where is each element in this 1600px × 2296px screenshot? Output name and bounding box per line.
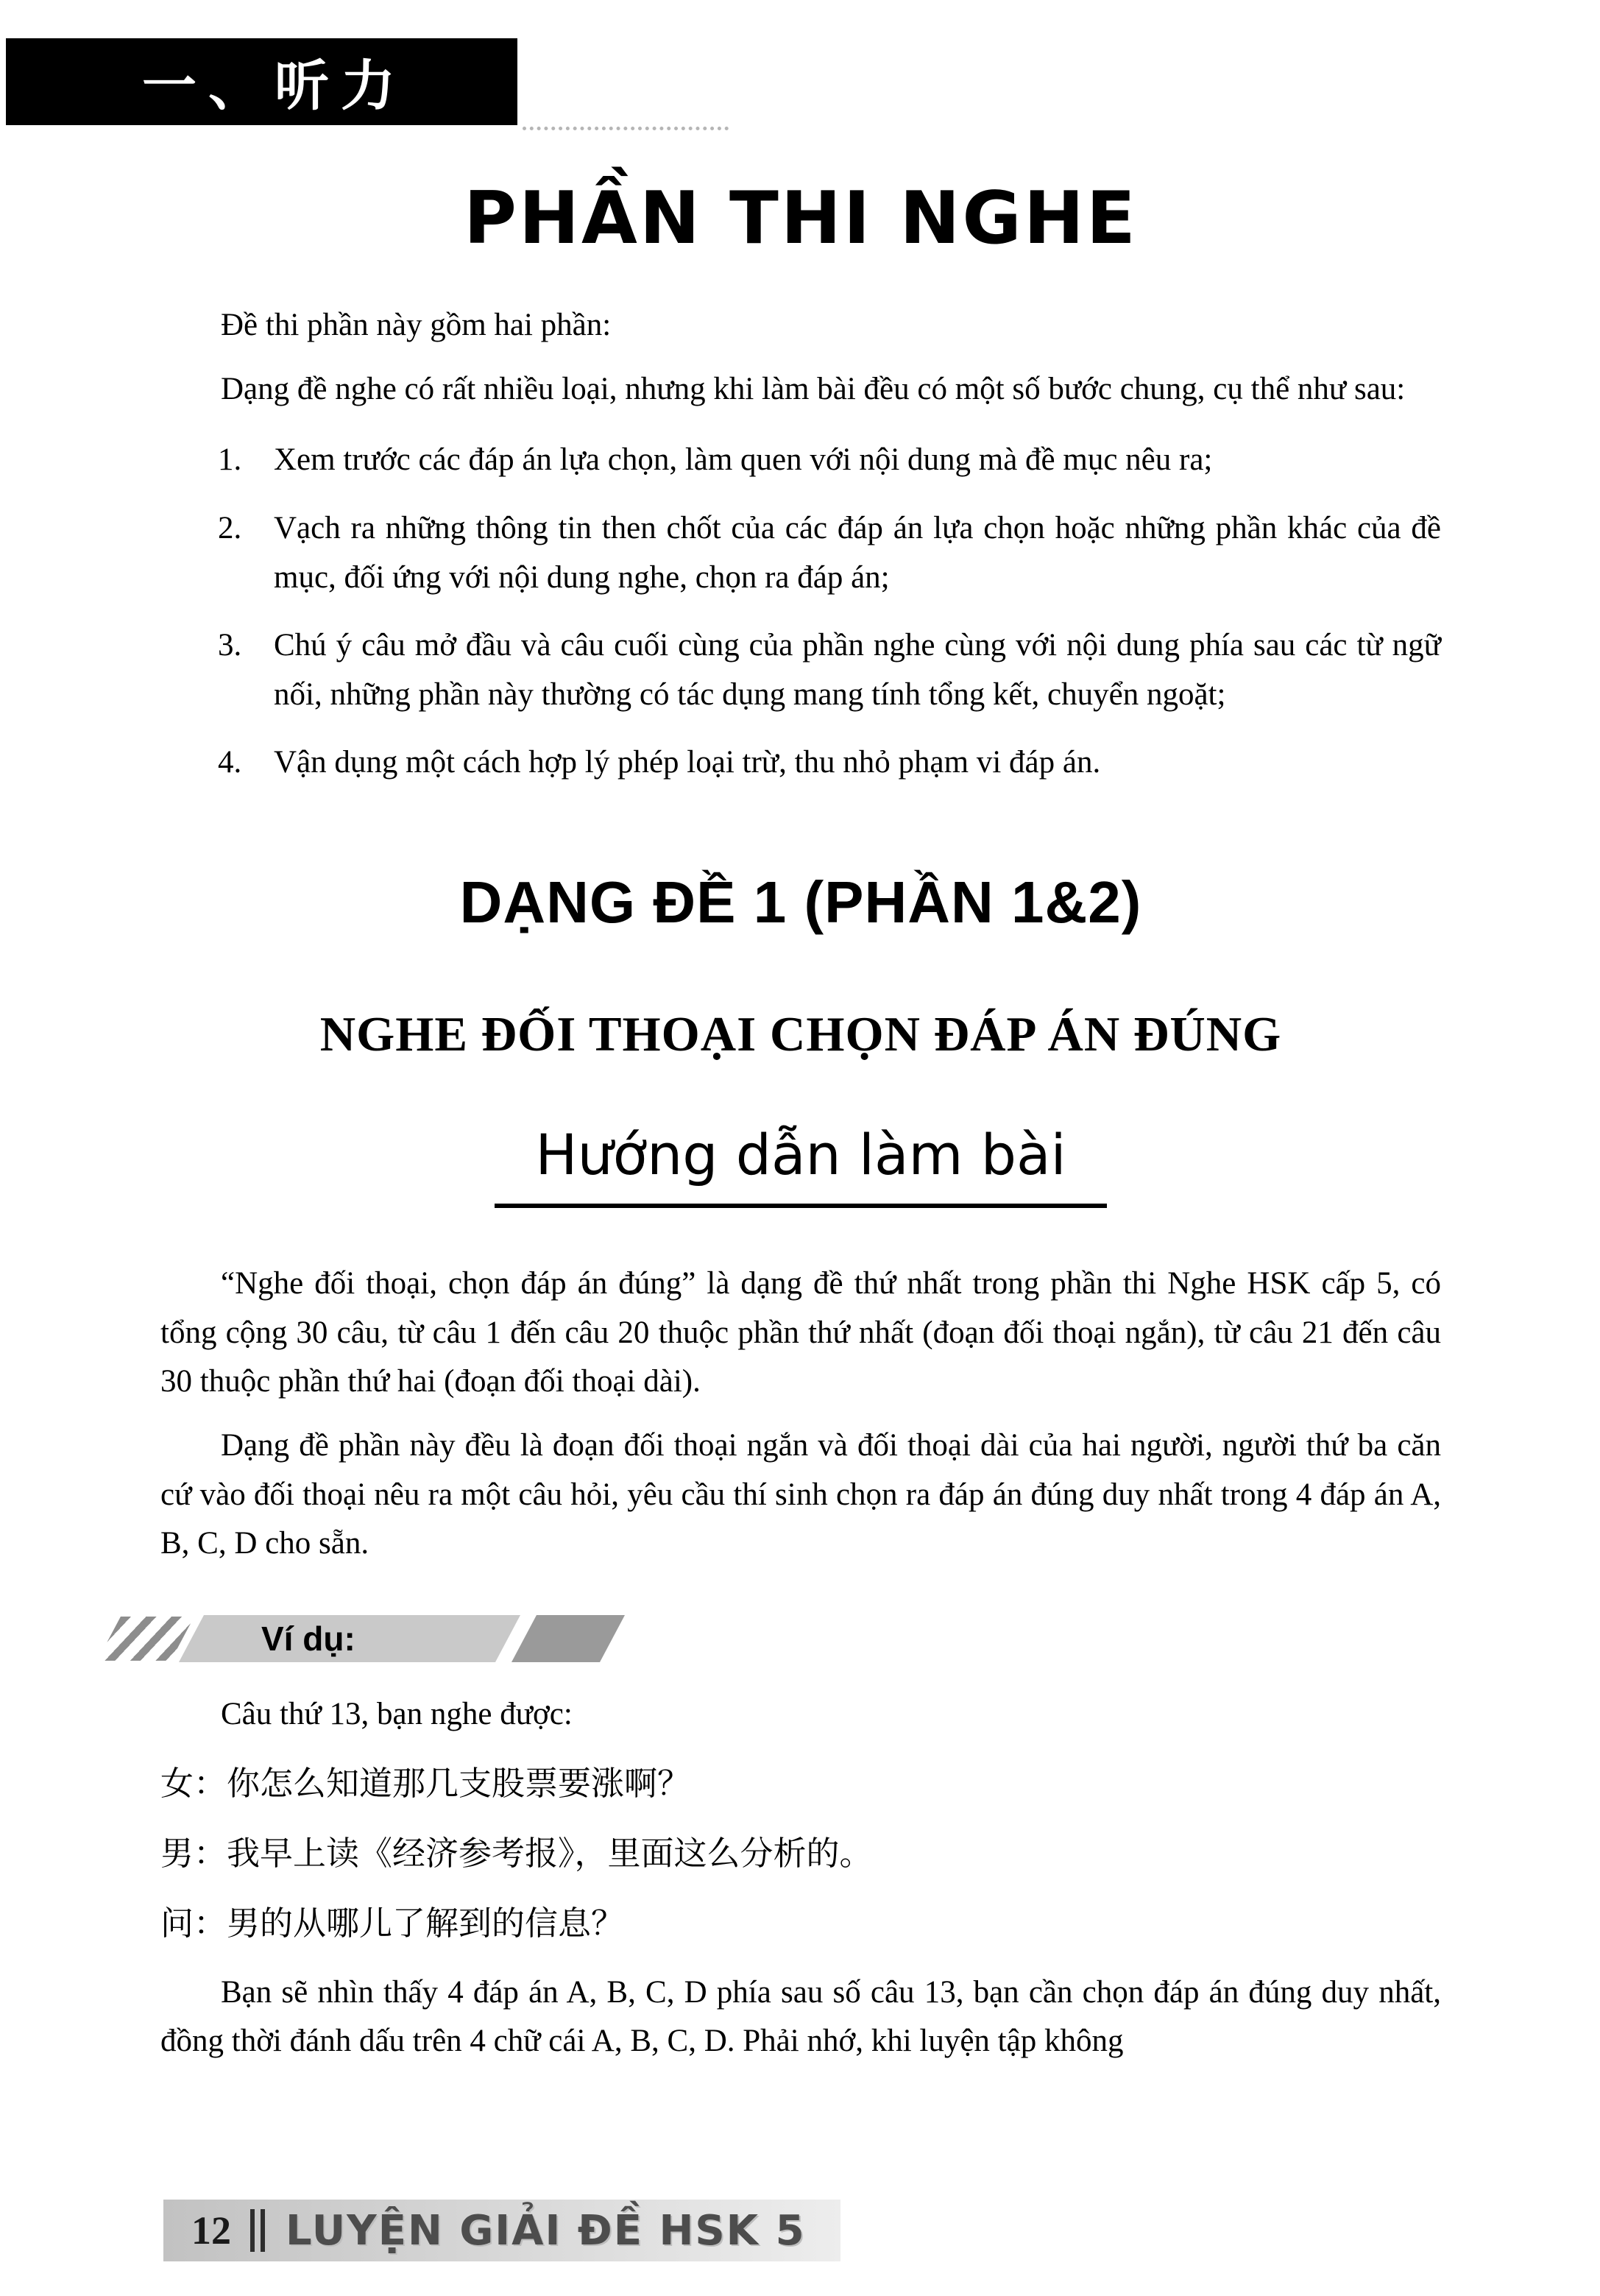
chapter-banner-text: 一、听力	[142, 54, 407, 118]
example-label-bar	[179, 1615, 520, 1662]
intro-paragraph-2: Dạng đề nghe có rất nhiều loại, nhưng khi làm bài đều có một số bước chung, cụ thể như sau:	[221, 371, 1406, 406]
list-item	[218, 504, 1441, 602]
example-label: Ví dụ:	[261, 1619, 355, 1658]
example-stripes-decoration	[97, 1617, 194, 1661]
step-number: 3.	[218, 628, 242, 663]
section-heading-type: DẠNG ĐỀ 1 (PHẦN 1&2)	[459, 869, 1142, 936]
step-number: 1.	[218, 442, 242, 478]
page-title: PHẦN THI NGHE	[464, 177, 1138, 261]
step-number: 4.	[218, 745, 242, 780]
example-accent-decoration	[511, 1615, 625, 1662]
list-item	[218, 436, 1441, 485]
step-text: Vạch ra những thông tin then chốt của các đáp án lựa chọn hoặc những phần khác của đề mục, đối ứng với nội dung nghe, chọn ra đáp án;	[274, 510, 1441, 595]
example-banner	[109, 1613, 1441, 1664]
step-text: Chú ý câu mở đầu và câu cuối cùng của phần nghe cùng với nội dung phía sau các từ ngữ nối, những phần này thường có tác dụng mang tính tổng kết, chuyển ngoặt;	[274, 628, 1441, 712]
steps-list	[218, 436, 1441, 788]
section-paragraph-1: “Nghe đối thoại, chọn đáp án đúng” là dạng đề thứ nhất trong phần thi Nghe HSK cấp 5, có tổng cộng 30 câu, từ câu 1 đến câu 20 thuộc phần thứ nhất (đoạn đối thoại ngắn), từ câu 21 đến câu 30 thuộc phần thứ hai (đoạn đối thoại dài).	[160, 1266, 1441, 1399]
header-dotted-divider	[523, 127, 729, 130]
dialogue-line-man: 男：我早上读《经济参考报》，里面这么分析的。	[160, 1834, 873, 1872]
footer-bar	[163, 2200, 840, 2261]
step-text: Xem trước các đáp án lựa chọn, làm quen với nội dung mà đề mục nêu ra;	[274, 442, 1213, 478]
step-text: Vận dụng một cách hợp lý phép loại trừ, thu nhỏ phạm vi đáp án.	[274, 745, 1101, 780]
intro-paragraph-1: Đề thi phần này gồm hai phần:	[221, 308, 612, 342]
chapter-banner	[6, 38, 517, 125]
page-number: 12	[191, 2208, 231, 2253]
section-heading-guide: Hướng dẫn làm bài	[495, 1122, 1106, 1208]
example-intro: Câu thứ 13, bạn nghe được:	[221, 1696, 573, 1731]
list-item	[218, 621, 1441, 719]
example-paragraph-after: Bạn sẽ nhìn thấy 4 đáp án A, B, C, D phía sau số câu 13, bạn cần chọn đáp án đúng duy nhất, đồng thời đánh dấu trên 4 chữ cái A, B, C, D. Phải nhớ, khi luyện tập không	[160, 1974, 1441, 2059]
section-heading-task: NGHE ĐỐI THOẠI CHỌN ĐÁP ÁN ĐÚNG	[319, 1007, 1282, 1062]
page-content	[160, 151, 1441, 2081]
step-number: 2.	[218, 510, 242, 545]
section-paragraph-2: Dạng đề phần này đều là đoạn đối thoại ngắn và đối thoại dài của hai người, người thứ ba căn cứ vào đối thoại nêu ra một câu hỏi, yêu cầu thí sinh chọn ra đáp án đúng duy nhất trong 4 đáp án A, B, C, D cho sẵn.	[160, 1428, 1441, 1561]
list-item	[218, 738, 1441, 788]
book-title: LUYỆN GIẢI ĐỀ HSK 5	[286, 2206, 806, 2255]
footer-divider	[250, 2209, 265, 2252]
dialogue-line-woman: 女：你怎么知道那几支股票要涨啊？	[160, 1765, 691, 1802]
dialogue-line-question: 问：男的从哪儿了解到的信息？	[160, 1904, 625, 1942]
section-heading-guide-wrap	[160, 1122, 1441, 1208]
